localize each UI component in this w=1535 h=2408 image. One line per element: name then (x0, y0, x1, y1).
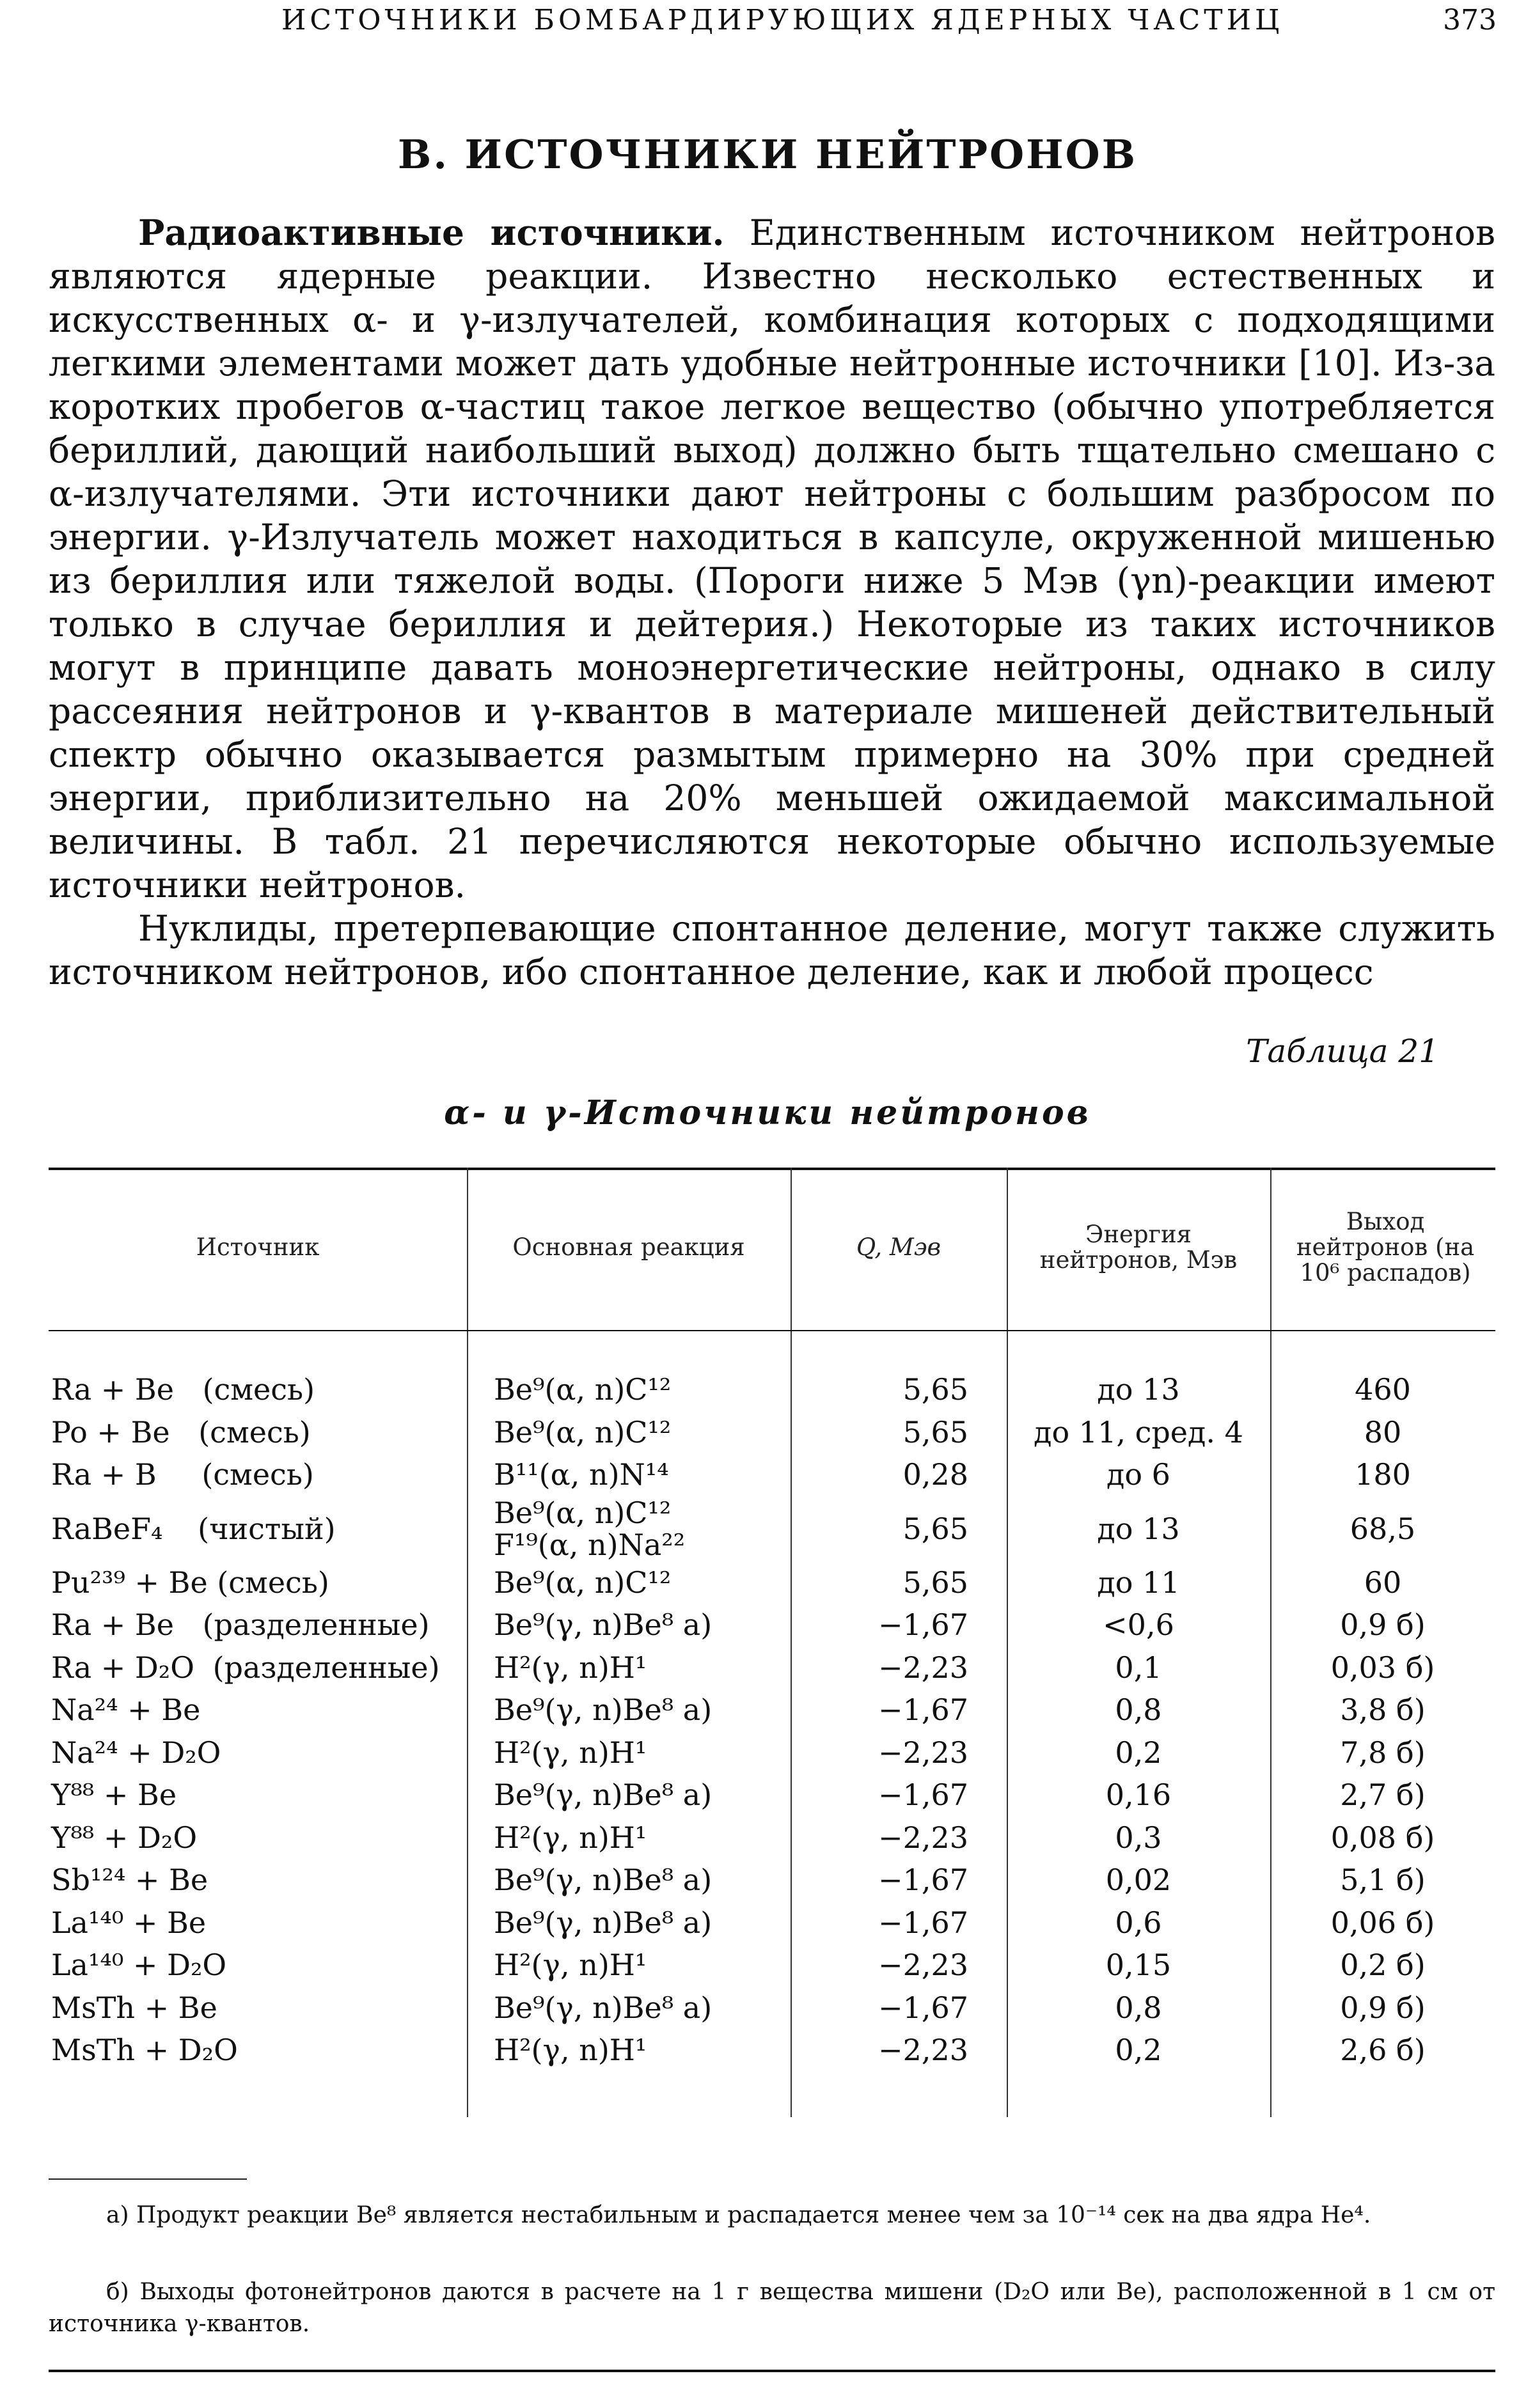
reaction-cell: Be⁹(γ, n)Be⁸ а) (494, 1607, 712, 1643)
energy-cell: 0,8 (1115, 1990, 1162, 2025)
q-cell: 0,28 (902, 1457, 968, 1492)
energy-cell: 0,1 (1115, 1650, 1162, 1685)
energy-cell: 0,16 (1105, 1778, 1172, 1813)
source-cell: Sb¹²⁴ + Be (51, 1863, 209, 1898)
q-cell: −2,23 (878, 1948, 968, 1983)
source-cell: Ra + D₂O (разделенные) (51, 1650, 440, 1685)
sources-table (49, 1368, 1495, 2072)
reaction-line: F¹⁹(α, n)Na²² (494, 1527, 686, 1562)
yield-cell: 0,9 б) (1340, 1990, 1426, 2025)
reaction-cell: H²(γ, n)H¹ (494, 1735, 647, 1770)
running-head (0, 0, 1535, 51)
q-cell: 5,65 (902, 1372, 968, 1407)
reaction-cell: Be⁹(γ, n)Be⁸ а) (494, 1778, 712, 1813)
energy-cell: до 13 (1097, 1511, 1180, 1546)
footnote-rule (49, 2178, 247, 2180)
q-cell: −1,67 (878, 1863, 968, 1898)
reaction-cell: Be⁹(γ, n)Be⁸ а) (494, 1905, 712, 1940)
energy-cell: 0,15 (1105, 1948, 1172, 1983)
header-energy: Энергия нейтронов, Мэв (1039, 1221, 1238, 1274)
yield-cell: 3,8 б) (1340, 1693, 1426, 1728)
paragraph-1 (49, 211, 1495, 907)
table-row (49, 1944, 1495, 1987)
reaction-cell: Be⁹(α, n)C¹² (494, 1372, 672, 1407)
energy-cell: 0,8 (1115, 1693, 1162, 1728)
source-cell: RaBeF₄ (чистый) (51, 1511, 336, 1546)
yield-cell: 60 (1364, 1565, 1402, 1600)
header-rule (49, 1330, 1495, 1331)
energy-cell: до 11, сред. 4 (1034, 1414, 1243, 1450)
yield-cell: 0,2 б) (1340, 1948, 1426, 1983)
table-row (49, 1604, 1495, 1646)
yield-cell: 5,1 б) (1340, 1863, 1426, 1898)
q-cell: −1,67 (878, 1778, 968, 1813)
q-cell: −1,67 (878, 1607, 968, 1643)
header-q: Q, Мэв (856, 1233, 941, 1261)
table-row (49, 1859, 1495, 1902)
reaction-cell: H²(γ, n)H¹ (494, 2033, 647, 2068)
yield-cell: 460 (1355, 1372, 1411, 1407)
running-head-title: ИСТОЧНИКИ БОМБАРДИРУЮЩИХ ЯДЕРНЫХ ЧАСТИЦ (281, 4, 1284, 36)
yield-cell: 0,08 б) (1330, 1820, 1435, 1855)
yield-cell: 7,8 б) (1340, 1735, 1426, 1770)
header-yield: Выход нейтронов (на 10⁶ распадов) (1296, 1208, 1475, 1286)
q-cell: −1,67 (878, 1693, 968, 1728)
reaction-cell: H²(γ, n)H¹ (494, 1650, 647, 1685)
yield-cell: 180 (1355, 1457, 1411, 1492)
body-text (49, 211, 1495, 994)
yield-cell: 2,7 б) (1340, 1778, 1426, 1813)
table-row (49, 1902, 1495, 1944)
table-label: Таблица 21 (1246, 1033, 1439, 1070)
yield-cell: 80 (1364, 1414, 1402, 1450)
section-title: В. ИСТОЧНИКИ НЕЙТРОНОВ (397, 131, 1138, 178)
paragraph-2: Нуклиды, претерпевающие спонтанное деление, могут также служить источником нейтронов, ибо спонтанное деление, как и любой процесс (49, 908, 1495, 992)
yield-cell: 2,6 б) (1340, 2033, 1426, 2068)
table-row (49, 1646, 1495, 1689)
energy-cell: <0,6 (1103, 1607, 1174, 1643)
q-cell: 5,65 (902, 1565, 968, 1600)
source-cell: Na²⁴ + Be (51, 1693, 201, 1728)
energy-cell: до 11 (1097, 1565, 1180, 1600)
energy-cell: 0,3 (1115, 1820, 1162, 1855)
source-cell: MsTh + Be (51, 1990, 217, 2025)
energy-cell: до 6 (1106, 1457, 1170, 1492)
energy-cell: 0,02 (1105, 1863, 1172, 1898)
q-cell: −1,67 (878, 1905, 968, 1940)
source-cell: Ra + B (смесь) (51, 1457, 314, 1492)
table-row (49, 1496, 1495, 1561)
reaction-cell: Be⁹(γ, n)Be⁸ а) (494, 1863, 712, 1898)
q-cell: −2,23 (878, 1650, 968, 1685)
reaction-cell (467, 1496, 791, 1561)
source-cell: Y⁸⁸ + D₂O (51, 1820, 198, 1855)
yield-cell: 68,5 (1350, 1511, 1416, 1546)
header-reaction: Основная реакция (512, 1233, 745, 1261)
q-cell: −2,23 (878, 1820, 968, 1855)
q-cell: 5,65 (902, 1414, 968, 1450)
yield-cell: 0,9 б) (1340, 1607, 1426, 1643)
header-source: Источник (196, 1233, 320, 1261)
table-row (49, 1987, 1495, 2029)
q-cell: 5,65 (902, 1511, 968, 1546)
source-cell: Ra + Be (смесь) (51, 1372, 315, 1407)
table-row (49, 1411, 1495, 1454)
source-cell: La¹⁴⁰ + Be (51, 1905, 207, 1940)
source-cell: Po + Be (смесь) (51, 1414, 311, 1450)
source-cell: Pu²³⁹ + Be (смесь) (51, 1565, 329, 1600)
source-cell: Na²⁴ + D₂O (51, 1735, 221, 1770)
q-cell: −2,23 (878, 1735, 968, 1770)
footnote-b: б) Выходы фотонейтронов даются в расчете на 1 г вещества мишени (D₂O или Be), расположенной в 1 см от источника γ-квантов. (49, 2279, 1495, 2337)
q-cell: −1,67 (878, 1990, 968, 2025)
paragraph-1-text: Единственным источником нейтронов являются ядерные реакции. Известно несколько естественных и искусственных α- и γ-излучателей, комбинация которых с подходящими легкими элементами может дать удобные нейтронные источники [10]. Из-за коротких пробегов α-частиц такое легкое вещество (обычно употребляется бериллий, дающий наибольший выход) должно быть тщательно смешано с α-излучателями. Эти источники дают нейтроны с большим разбросом по энергии. γ-Излучатель может находиться в капсуле, окруженной мишенью из бериллия или тяжелой воды. (Пороги ниже 5 Мэв (γn)-реакции имеют только в случае бериллия и дейтерия.) Некоторые из таких источников могут в принципе давать моноэнергетические нейтроны, однако в силу рассеяния нейтронов и γ-квантов в материале мишеней действительный спектр обычно оказывается размытым примерно на 30% при средней энергии, приблизительно на 20% меньшей ожидаемой максимальной величины. В табл. 21 перечисляются некоторые обычно используемые источники нейтронов. (49, 212, 1495, 905)
reaction-cell: H²(γ, n)H¹ (494, 1820, 647, 1855)
reaction-cell: Be⁹(α, n)C¹² (494, 1414, 672, 1450)
table-row (49, 1561, 1495, 1604)
source-cell: Ra + Be (разделенные) (51, 1607, 430, 1643)
source-cell: Y⁸⁸ + Be (51, 1778, 177, 1813)
table-row (49, 1368, 1495, 1411)
table-row (49, 1689, 1495, 1732)
energy-cell: 0,2 (1115, 1735, 1162, 1770)
source-cell: MsTh + D₂O (51, 2033, 238, 2068)
yield-cell: 0,03 б) (1330, 1650, 1435, 1685)
bottom-rule (49, 2370, 1495, 2372)
reaction-cell: B¹¹(α, n)N¹⁴ (494, 1457, 669, 1492)
table-row (49, 1774, 1495, 1817)
reaction-line: Be⁹(α, n)C¹² (494, 1495, 672, 1530)
reaction-cell: Be⁹(γ, n)Be⁸ а) (494, 1693, 712, 1728)
energy-cell: до 13 (1097, 1372, 1180, 1407)
reaction-cell: Be⁹(α, n)C¹² (494, 1565, 672, 1600)
footnote-a: а) Продукт реакции Be⁸ является нестабильным и распадается менее чем за 10⁻¹⁴ сек на два ядра He⁴. (106, 2202, 1371, 2228)
q-cell: −2,23 (878, 2033, 968, 2068)
run-in-heading: Радиоактивные источники. (138, 212, 725, 253)
table-top-rule (49, 1168, 1495, 1170)
table-row (49, 1453, 1495, 1496)
table-row (49, 1817, 1495, 1859)
source-cell: La¹⁴⁰ + D₂O (51, 1948, 227, 1983)
table-row (49, 1732, 1495, 1774)
reaction-cell: Be⁹(γ, n)Be⁸ а) (494, 1990, 712, 2025)
reaction-cell: H²(γ, n)H¹ (494, 1948, 647, 1983)
energy-cell: 0,2 (1115, 2033, 1162, 2068)
table-row (49, 2029, 1495, 2072)
yield-cell: 0,06 б) (1330, 1905, 1435, 1940)
table-title: α- и γ-Источники нейтронов (444, 1093, 1091, 1132)
energy-cell: 0,6 (1115, 1905, 1162, 1940)
page-number: 373 (1443, 4, 1497, 36)
